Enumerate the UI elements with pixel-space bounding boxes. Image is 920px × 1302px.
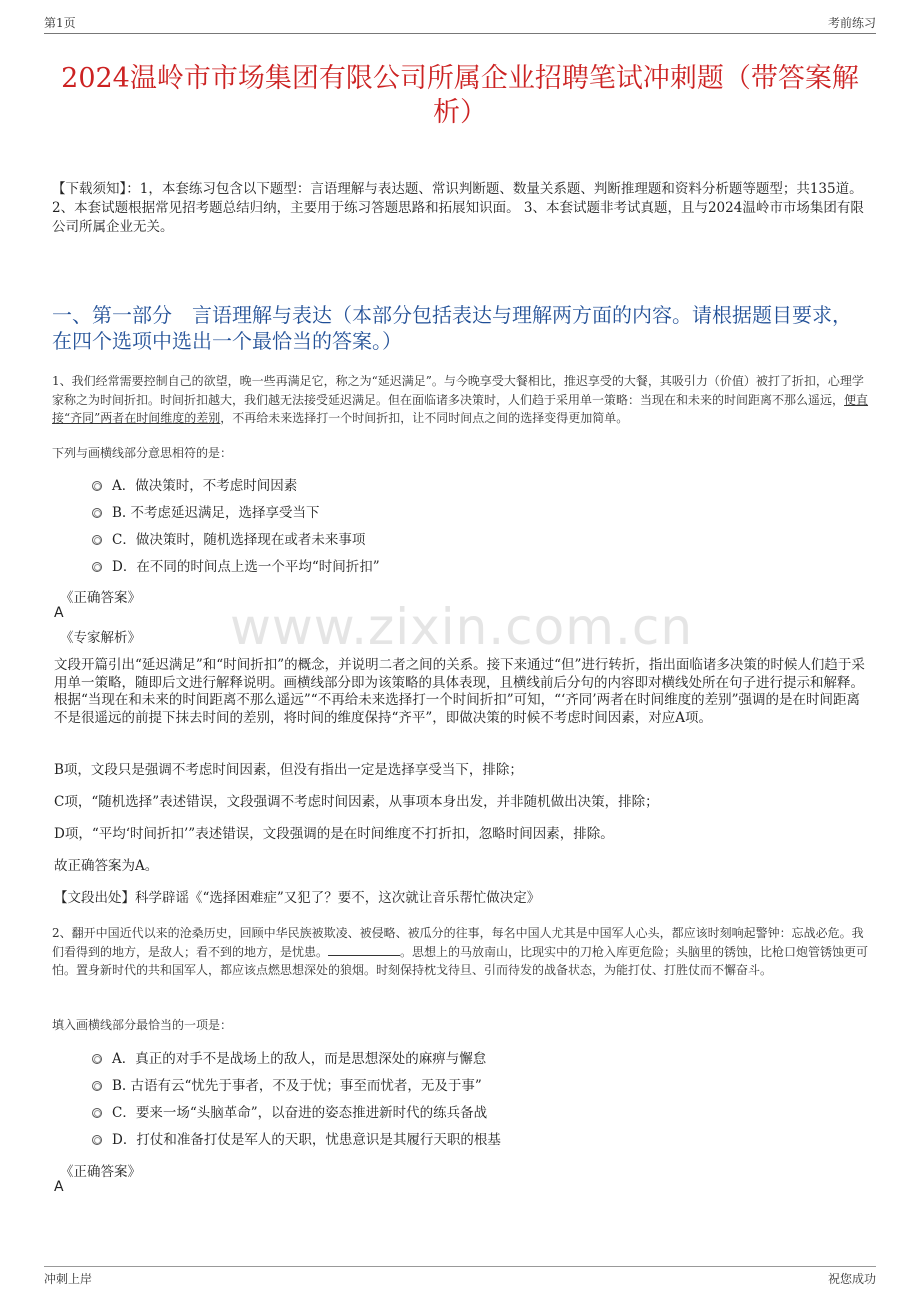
- question-1-analysis-label: 《专家解析》: [60, 630, 141, 646]
- radio-icon[interactable]: [92, 535, 102, 545]
- question-2-option-d[interactable]: [92, 1126, 501, 1153]
- option-label: A．做决策时，不考虑时间因素: [112, 477, 298, 494]
- question-1-option-b[interactable]: [92, 499, 380, 526]
- radio-icon[interactable]: [92, 1054, 102, 1064]
- page-footer: [44, 1270, 876, 1288]
- document-title: 2024温岭市市场集团有限公司所属企业招聘笔试冲刺题（带答案解析）: [61, 63, 859, 129]
- question-1-answer-label: 《正确答案》: [60, 590, 141, 606]
- option-label: B. 古语有云“忧先于事者，不及于忧；事至而忧者，无及于事”: [112, 1077, 482, 1094]
- question-1-option-d[interactable]: [92, 553, 380, 580]
- analysis-paragraph: B项，文段只是强调不考虑时间因素，但没有指出一定是选择享受当下，排除；: [54, 762, 523, 778]
- question-1-options: [92, 472, 380, 580]
- question-1-underlined: 便直接“齐同”两者在时间维度的差别: [52, 392, 869, 425]
- option-label: C．要来一场“头脑革命”，以奋进的姿态推进新时代的练兵备战: [112, 1104, 488, 1121]
- question-2-stem: 2、翻开中国近代以来的沧桑历史，回顾中华民族被欺凌、被侵略、被瓜分的往事，每名中国人尤其是中国军人心头，都应该时刻响起警钟：忘战必危。我们看得到的地方，是敌人；看不到的地方，是忧患。: [52, 926, 864, 959]
- page-number: 第1页: [44, 16, 76, 30]
- question-1-prompt: 下列与画横线部分意思相符的是：: [52, 446, 233, 460]
- radio-icon[interactable]: [92, 508, 102, 518]
- header-tag: 考前练习: [827, 16, 876, 30]
- footer-divider: [44, 1266, 876, 1267]
- question-2-text: [52, 924, 870, 980]
- option-label: C．做决策时，随机选择现在或者未来事项: [112, 531, 366, 548]
- question-1-answer: A: [54, 605, 64, 621]
- question-2-options: [92, 1045, 501, 1153]
- header-divider: [44, 33, 876, 34]
- analysis-paragraph: 文段开篇引出“延迟满足”和“时间折扣”的概念，并说明二者之间的关系。接下来通过“但”进行转折，指出面临诸多决策的时候人们趋于采用单一策略，随即后文进行解释说明。画横线部分即为该策略的具体表现，且横线前后分句的内容即对横线处所在句子进行提示和解释。根据“当现在和未来的时间距离不那么遥远”“不再给未来选择打一个时间折扣”可知，“‘齐同’两者在时间维度的差别”强调的是在时间距离不是很遥远的前提下抹去时间的差别，将时间的维度保持“齐平”，即做决策的时候不考虑时间因素，对应A项。: [54, 657, 865, 726]
- question-2-stem-end: 。思想上的马放南山，比现实中的刀枪入库更危险；头脑里的锈蚀，比枪口炮管锈蚀更可怕。置身新时代的共和国军人，都应该点燃思想深处的狼烟。时刻保持枕戈待旦、引而待发的战备状态，为能打仗、打胜仗而不懈奋斗。: [52, 944, 869, 977]
- section-heading: 一、第一部分 言语理解与表达（本部分包括表达与理解两方面的内容。请根据题目要求，在四个选项中选出一个最恰当的答案。）: [52, 303, 852, 353]
- analysis-paragraph: D项，“平均‘时间折扣’”表述错误，文段强调的是在时间维度不打折扣，忽略时间因素，排除。: [54, 826, 614, 842]
- radio-icon[interactable]: [92, 481, 102, 491]
- option-label: D．打仗和准备打仗是军人的天职，忧患意识是其履行天职的根基: [112, 1131, 501, 1148]
- watermark: www.zixin.com.cn: [230, 598, 694, 656]
- question-2-answer-label: 《正确答案》: [60, 1164, 141, 1180]
- radio-icon[interactable]: [92, 1135, 102, 1145]
- option-label: A．真正的对手不是战场上的敌人，而是思想深处的麻痹与懈怠: [112, 1050, 487, 1067]
- download-notice: 【下载须知】：1，本套练习包含以下题型：言语理解与表达题、常识判断题、数量关系题、判断推理题和资料分析题等题型；共135道。 2、本套试题根据常见招考题总结归纳，主要用于练习答题思路和拓展知识面。 3、本套试题非考试真题，且与2024温岭市市场集团有限公司所属企业无关。: [52, 181, 864, 235]
- question-2-answer: A: [54, 1179, 64, 1195]
- option-label: D．在不同的时间点上选一个平均“时间折扣”: [112, 558, 380, 575]
- option-label: B. 不考虑延迟满足，选择享受当下: [112, 504, 320, 521]
- radio-icon[interactable]: [92, 562, 102, 572]
- footer-right-text: 祝您成功: [827, 1272, 876, 1286]
- question-2-option-a[interactable]: [92, 1045, 501, 1072]
- footer-left-text: 冲刺上岸: [44, 1272, 93, 1286]
- analysis-conclusion: 故正确答案为A。: [54, 858, 159, 874]
- fill-blank: [328, 945, 400, 956]
- question-1-stem-end: ，不再给未来选择打一个时间折扣，让不同时间点之间的选择变得更加简单。: [220, 411, 629, 425]
- question-1-stem: 1、我们经常需要控制自己的欲望，晚一些再满足它，称之为“延迟满足”。与今晚享受大餐相比，推迟享受的大餐，其吸引力（价值）被打了折扣，心理学家称之为时间折扣。时间折扣越大，我们越无法接受延迟满足。但在面临诸多决策时，人们趋于采用单一策略：当现在和未来的时间距离不那么遥远，: [52, 374, 864, 407]
- question-1-text: [52, 372, 870, 428]
- analysis-paragraph: C项，“随机选择”表述错误，文段强调不考虑时间因素，从事项本身出发，并非随机做出决策，排除；: [54, 794, 659, 810]
- radio-icon[interactable]: [92, 1108, 102, 1118]
- question-1-option-c[interactable]: [92, 526, 380, 553]
- question-2-option-b[interactable]: [92, 1072, 501, 1099]
- question-2-prompt: 填入画横线部分最恰当的一项是：: [52, 1018, 233, 1032]
- analysis-source: 【文段出处】科学辟谣《“选择困难症”又犯了？要不，这次就让音乐帮忙做决定》: [54, 890, 541, 906]
- radio-icon[interactable]: [92, 1081, 102, 1091]
- page-header: [44, 14, 876, 32]
- question-2-option-c[interactable]: [92, 1099, 501, 1126]
- question-1-option-a[interactable]: [92, 472, 380, 499]
